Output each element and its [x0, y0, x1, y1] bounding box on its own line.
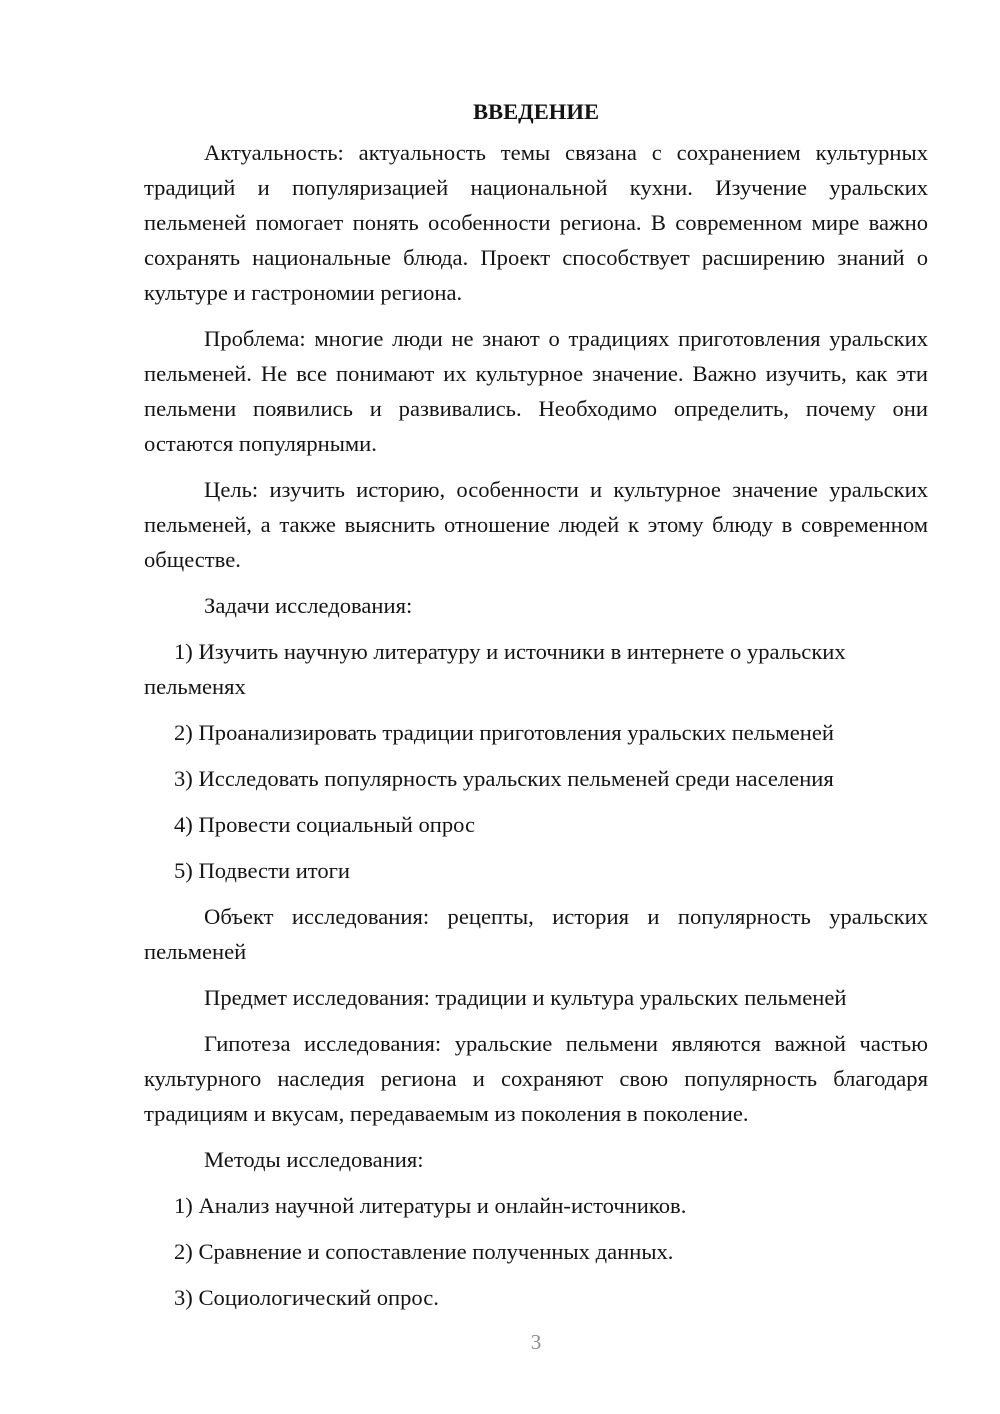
task-item: 2) Проанализировать традиции приготовления уральских пельменей — [174, 720, 834, 745]
hypothesis-paragraph: Гипотеза исследования: уральские пельмени являются важной частью культурного наследия региона и сохраняют свою популярность благодаря традициям и вкусам, передаваемым из поколения в поколение. — [144, 1031, 928, 1126]
task-item: 3) Исследовать популярность уральских пельменей среди населения — [174, 766, 834, 791]
methods-heading: Методы исследования: — [204, 1147, 424, 1172]
object-paragraph: Объект исследования: рецепты, история и популярность уральских пельменей — [144, 904, 928, 964]
goal-paragraph: Цель: изучить историю, особенности и культурное значение уральских пельменей, а также выяснить отношение людей к этому блюду в современном обществе. — [144, 477, 928, 572]
relevance-paragraph: Актуальность: актуальность темы связана с сохранением культурных традиций и популяризацией национальной кухни. Изучение уральских пельменей помогает понять особенности региона. В современном мире важно сохранять национальные блюда. Проект способствует расширению знаний о культуре и гастрономии региона. — [144, 140, 928, 305]
task-item: 5) Подвести итоги — [174, 858, 351, 883]
method-item: 1) Анализ научной литературы и онлайн-источников. — [174, 1193, 687, 1218]
subject-paragraph: Предмет исследования: традиции и культура уральских пельменей — [204, 985, 847, 1010]
method-item: 3) Социологический опрос. — [174, 1285, 439, 1310]
task-item: 1) Изучить научную литературу и источники в интернете о уральских пельменях — [144, 639, 846, 699]
method-item: 2) Сравнение и сопоставление полученных данных. — [174, 1239, 674, 1264]
page-number: 3 — [530, 1330, 542, 1354]
task-item: 4) Провести социальный опрос — [174, 812, 476, 837]
problem-paragraph: Проблема: многие люди не знают о традициях приготовления уральских пельменей. Не все понимают их культурное значение. Важно изучить, как эти пельмени появились и развивались. Необходимо определить, почему они остаются популярными. — [144, 326, 928, 456]
document-body — [144, 94, 928, 1326]
section-title: ВВЕДЕНИЕ — [472, 99, 600, 124]
tasks-heading: Задачи исследования: — [204, 593, 413, 618]
